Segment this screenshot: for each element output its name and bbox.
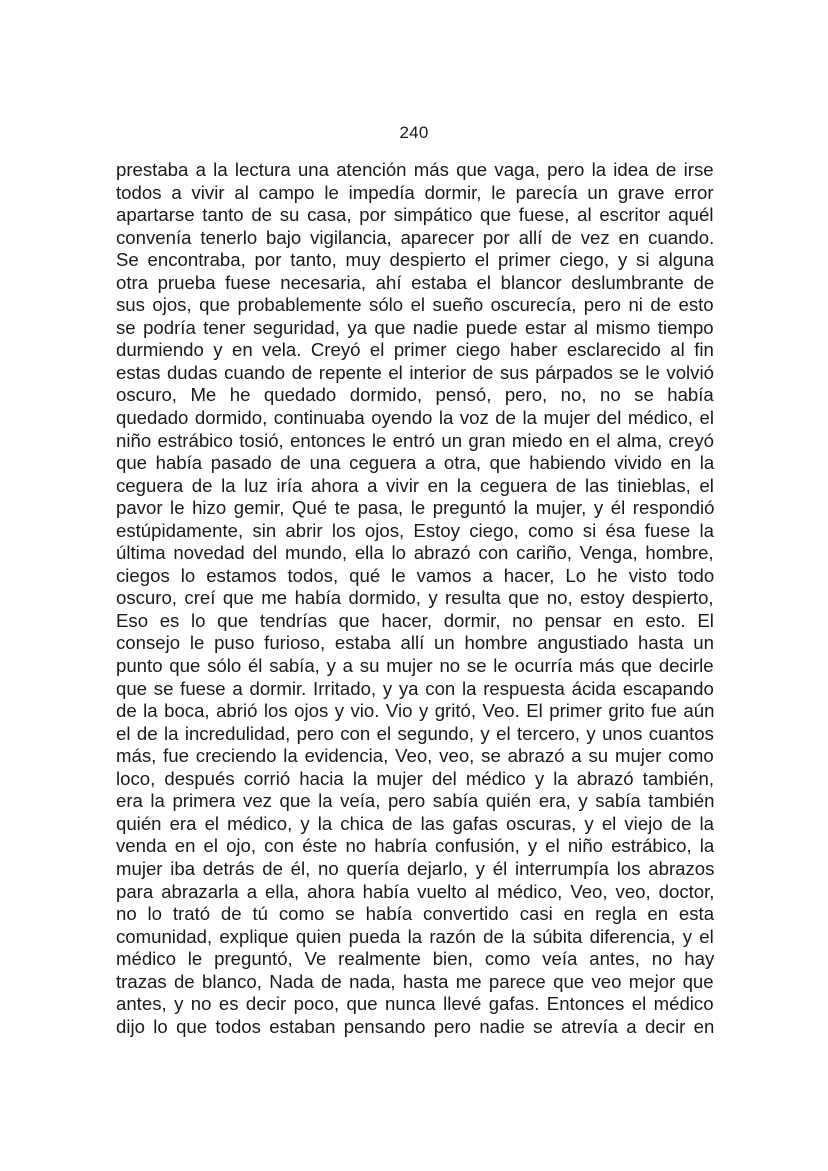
text-line: niño estrábico tosió, entonces le entró un gran miedo en el alma, creyó — [116, 429, 714, 451]
text-line: consejo le puso furioso, estaba allí un hombre angustiado hasta un — [116, 632, 714, 654]
text-line: pavor le hizo gemir, Qué te pasa, le preguntó la mujer, y él respondió — [116, 497, 715, 519]
text-line: se podría tener seguridad, ya que nadie puede estar al mismo tiempo — [116, 316, 714, 338]
text-line: loco, después corrió hacia la mujer del médico y la abrazó también, — [116, 767, 714, 789]
text-line: estúpidamente, sin abrir los ojos, Estoy ciego, como si ésa fuese la — [116, 519, 714, 541]
text-line: médico le preguntó, Ve realmente bien, como veía antes, no hay — [116, 948, 715, 970]
text-line: más, fue creciendo la evidencia, Veo, veo, se abrazó a su mujer como — [116, 745, 714, 767]
text-line: antes, y no es decir poco, que nunca llevé gafas. Entonces el médico — [116, 993, 714, 1015]
text-line: apartarse tanto de su casa, por simpático que fuese, al escritor aquél — [116, 204, 714, 226]
text-line: Eso es lo que tendrías que hacer, dormir, no pensar en esto. El — [116, 609, 714, 631]
text-line: Se encontraba, por tanto, muy despierto el primer ciego, y si alguna — [116, 249, 715, 271]
text-line: sus ojos, que probablemente sólo el sueño oscurecía, pero ni de esto — [116, 294, 714, 316]
text-line: mujer iba detrás de él, no quería dejarlo, y él interrumpía los abrazos — [116, 857, 715, 879]
text-line: ciegos lo estamos todos, qué le vamos a hacer, Lo he visto todo — [116, 564, 715, 586]
text-line: que había pasado de una ceguera a otra, que habiendo vivido en la — [116, 452, 715, 474]
text-line: durmiendo y en vela. Creyó el primer ciego haber esclarecido al fin — [116, 339, 714, 361]
text-line: otra prueba fuese necesaria, ahí estaba el blancor deslumbrante de — [116, 271, 715, 293]
body-text — [116, 159, 714, 1038]
text-line: venda en el ojo, con éste no habría confusión, y el niño estrábico, la — [116, 835, 715, 857]
text-line: última novedad del mundo, ella lo abrazó con cariño, Venga, hombre, — [116, 542, 714, 564]
text-line: oscuro, creí que me había dormido, y resulta que no, estoy despierto, — [116, 587, 714, 609]
text-line: comunidad, explique quien pueda la razón de la súbita diferencia, y el — [116, 925, 714, 947]
text-line: quedado dormido, continuaba oyendo la voz de la mujer del médico, el — [116, 407, 714, 429]
text-line: prestaba a la lectura una atención más que vaga, pero la idea de irse — [116, 159, 714, 180]
text-line: el de la incredulidad, pero con el segundo, y el tercero, y unos cuantos — [116, 722, 714, 744]
text-line: convenía tenerlo bajo vigilancia, aparecer por allí de vez en cuando. — [116, 226, 715, 248]
text-line: punto que sólo él sabía, y a su mujer no se le ocurría más que decirle — [116, 655, 714, 677]
text-line: no lo trató de tú como se había convertido casi en regla en esta — [116, 903, 715, 925]
text-line: ceguera de la luz iría ahora a vivir en la ceguera de las tinieblas, el — [116, 474, 714, 496]
page-number: 240 — [399, 123, 429, 142]
text-line: todos a vivir al campo le impedía dormir, le parecía un grave error — [116, 181, 714, 203]
text-line: quién era el médico, y la chica de las gafas oscuras, y el viejo de la — [116, 812, 714, 834]
text-line: dijo lo que todos estaban pensando pero nadie se atrevía a decir en — [116, 1015, 715, 1037]
text-line: estas dudas cuando de repente el interior de sus párpados se le volvió — [116, 361, 714, 383]
text-line: oscuro, Me he quedado dormido, pensó, pero, no, no se había — [116, 384, 714, 406]
text-line: para abrazarla a ella, ahora había vuelto al médico, Veo, veo, doctor, — [116, 880, 715, 902]
text-line: era la primera vez que la veía, pero sabía quién era, y sabía también — [116, 790, 715, 812]
text-line: trazas de blanco, Nada de nada, hasta me parece que veo mejor que — [116, 970, 714, 992]
text-line: que se fuese a dormir. Irritado, y ya con la respuesta ácida escapando — [116, 677, 714, 699]
text-line: de la boca, abrió los ojos y vio. Vio y gritó, Veo. El primer grito fue aún — [116, 700, 715, 722]
